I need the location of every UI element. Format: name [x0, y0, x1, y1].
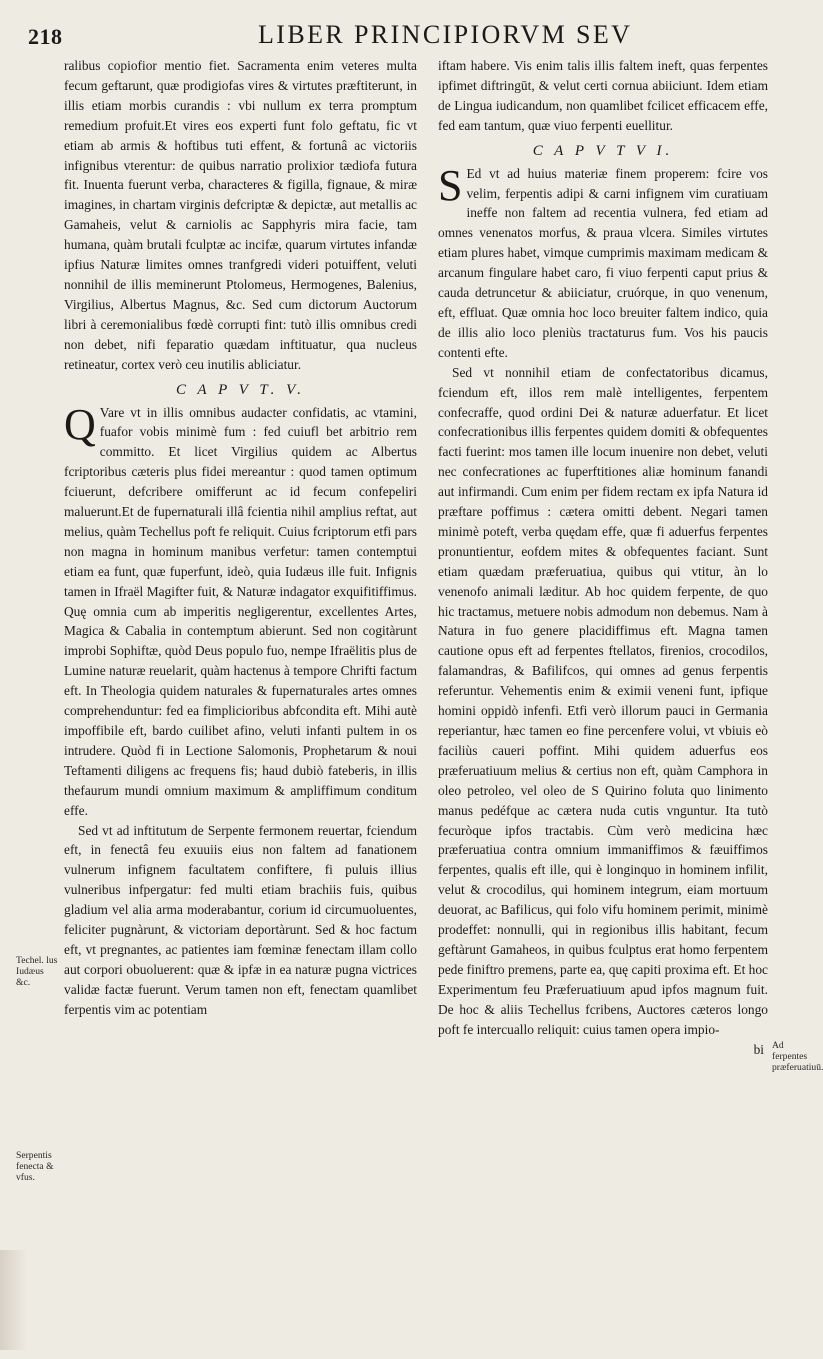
catchword: bi [753, 1041, 764, 1057]
chapter-heading-v: C A P V T. V. [175, 381, 306, 398]
right-paragraph-3: Sed vt nonnihil etiam de confectatoribus dicamus, fciendum eft, illos rem malè intelligentes, ferpentem confecraffe, quod ordini Dei & naturæ aduerfatur. Et licet confecrationibus illis ferpentes quidem domiti & obfequentes facti fuerint: mos tamen ille locum inuenire non debet, veluti nec confecrationes ac fuperftitiones aliæ hominum fanandi aut infirmandi. Cum enim per fidem rectam ex ipfa Natura id præftare poffimus : cætera omitti debent. Negari tamen minimè poteft, verba quędam effe, quæ fi aduerfus ferpentes pronuntientur, eofdem mites & obfequentes faciant. Sunt etiam quædam præferuatiua, quibus qui vtitur, àn lo venenofo animali læditur. Ab hoc quidem ferpente, de quo hic tractamus, metuere nobis admodum non debemus. Nam à Natura in fuo genere placidiffimus eft. Magna tamen cautione opus eft ad ferpentes ftellatos, firenios, crocodilos, falamandras, & Bafilifcos, qui omnes ad genus ferpentis referuntur. Vehementis enim & eximii veneni funt, ipfique homini oppidò infenfi. Etfi verò illorum pauci in Germania reperiantur, hæc tamen eo fine percenfere volui, vt vbiuis eò faciliùs caueri poffint. Mihi quidem aduerfus eos præferuatiuum melius & certius non eft, quàm Camphora in oleo petroleo, vel oleo de S Quirino foluta quo linimento manus pedéfque ac cætera nuda cutis vnguntur. Ita tutò fecuròque ipfos tractabis. Cùm verò medicina hæc præferuatiua contra omnium immaniffimos & fæuiffimos ferpentes, qualis eft ille, qui è longinquo in hominem infilit, velut & crocodilus, qui hominem integrum, eiam mortuum deuorat, ac Bafilicus, qui folo vifu hominem perimit, minimè prodeffet: nonnulli, qui in regionibus illis habitant, fecum geftàrunt Gamaheos, in quibus fculptus erat homo ferpentem pede finiftro premens, parte ea, quę capiti proxima eft. Et hoc Experimentum feu Præferuatiuum apud ipfos magnum fuit. De hoc & aliis Techellus fcribens, Auctores cæteros longo poft fe intercuallo reliquit: cuius tamen opera impio- [438, 364, 768, 1037]
left-paragraph-2 [64, 399, 417, 821]
right-column [438, 56, 768, 1059]
margin-note-techellus: Techel. lus Iudæus &c. [16, 955, 58, 988]
left-paragraph-1: ralibus copiofior mentio fiet. Sacramenta enim veteres multa fecum geftarunt, quæ prodigiofas vires & virtutes præftiterunt, in illis etiam morbis curandis : vbi nullum ex terra promptum remedium profuit.Et vires eos experti funt folo geftatu, fic vt etiam ab armis & hoftibus tuti effent, & fortunâ ac victoriis infignibus vterentur: de quibus narratio prolixior tædiofa futura fit. Inuenta fuerunt verba, characteres & figilla, fignaue, & miræ imagines, in chartam virginis defcriptæ & depictæ, aut metallis ac Gamaheis, velut & carniolis ac Sapphyris mira facie, tam humana, quàm brutali fculptæ ac incifæ, quarum virtutes infandæ ipfius Naturæ limites omnes tranfgredi videri potuiffent, veluti nonnihil de illis meminerunt Ptolomeus, Hermogenes, Balenius, Virgilius, Albertus Magnus, &c. Sed cum dictorum Auctorum libri à ceremonialibus fœdè corrupti fint: tutò illis omnibus credi non debet, nifi feparatio quædam inftituatur, qua nucleus retineatur, cortex verò ceu inutilis abliciatur. [64, 58, 417, 372]
right-paragraph-2-text: Ed vt ad huius materiæ finem properem: fcire vos velim, ferpentis adipi & carni infignem vim curatiuam ineffe non faltem ad recentia vulnera, fed etiam ad omnes venenatos morfus, & praua vlcera. Similes virtutes etiam plures habet, vimque cumprimis maximam medicam & arcanum fingulare habet caro, fi viuo ferpenti caput prius & cauda detruncetur & abiiciatur, cruórque, in quo venenum, eft, effluat. Quæ omnia hoc loco breuiter faltem indico, quia de illis alio loco pleniùs tractaturus fum. Vos his paucis contenti efte. [438, 165, 768, 360]
page-number: 218 [28, 24, 63, 49]
right-paragraph-1: iftam habere. Vis enim talis illis faltem ineft, quas ferpentes ipfimet diftringūt, & velut certi cornua abiiciunt. Idem etiam de Lingua iudicandum, non quamlibet fcilicet efficacem effe, fed eam tantum, quæ viuo ferpenti euellitur. [438, 58, 768, 133]
drop-cap-s: S [438, 160, 463, 210]
margin-note-serpent: Serpentis fenecta & vfus. [16, 1150, 54, 1183]
chapter-heading-vi: C A P V T V I. [532, 142, 674, 159]
page-edge-stain [0, 1250, 28, 1350]
drop-cap-q: Q [64, 399, 96, 449]
margin-note-preservative: Ad ferpentes præferuatiuū. [772, 1040, 823, 1073]
running-title: LIBER PRINCIPIORVM SEV [258, 20, 633, 49]
left-column [64, 56, 417, 1020]
left-paragraph-3: Sed vt ad inftitutum de Serpente fermonem reuertar, fciendum eft, in fenectâ feu exuuiis eius non faltem ad fanationem vulnerum infignem facultatem confiftere, fi puluis illius vulneribus infpergatur: fed multi etiam brachiis fuis, quibus gladium vel alia arma moderabantur, corium id circumuoluentes, feliciter pugnàrunt, & victoriam deportàrunt. Sed & hoc factum eft, vt pregnantes, ac patientes iam fœminæ fenectam illam collo aut corpori obuoluerent: quæ & ipfæ in ea naturæ pugna victrices validæ factæ fuerunt. Verum tamen non eft, fenectam quamlibet ferpentis vim ac potentiam [64, 822, 417, 1017]
left-paragraph-2-text: Vare vt in illis omnibus audacter confidatis, ac vtamini, fuafor vobis minimè fum : fed cuiufl bet arbitrio rem committo. Et licet Virgilius quidem ac Albertus fcriptoribus cæteris plus fidei mereantur : quod tamen optimum fciuerunt, defcribere omifferunt ac id fecum confepeliri maluerunt.Et de fupernaturali illâ fcientia nihil amplius reftat, aut melius, quàm Techellus poft fe reliquit. Cuius fcriptorum etfi pars non magna in hominum manibus verfetur: tamen contemptui etiam ea funt, quæ fuperfunt, ideò, quia Iudæus ille fuit. Infignis tamen in Ifraël Magifter fuit, & Naturæ indagator exquifitiffimus. Quę omnia cum ab imperitis negligerentur, excellentes Artes, Magica & Cabalia in contemptum abierunt. Sed non cogitàrunt improbi Sophiftæ, quòd Deus populo fuo, nempe Ifraëlitis plus de Lumine naturæ reuelarit, quàm hactenus à tempore Chrifti factum eft. In Theologia quidem naturales & fupernaturales artes omnes comprehenduntur: fed ea fimplicioribus abfcondita eft. Mihi autè impoffibile eft, bardo cuilibet afino, veluti infanti pultem in os intrudere. Quòd fi in Lectione Salomonis, Prophetarum & noui Teftamenti diligens ac frequens fis; haud dubiò fateberis, in illis thefaurum mundi omnium maximum & ampliffimum conditum effe. [64, 404, 417, 818]
running-header [28, 20, 772, 52]
right-paragraph-2 [438, 160, 768, 363]
